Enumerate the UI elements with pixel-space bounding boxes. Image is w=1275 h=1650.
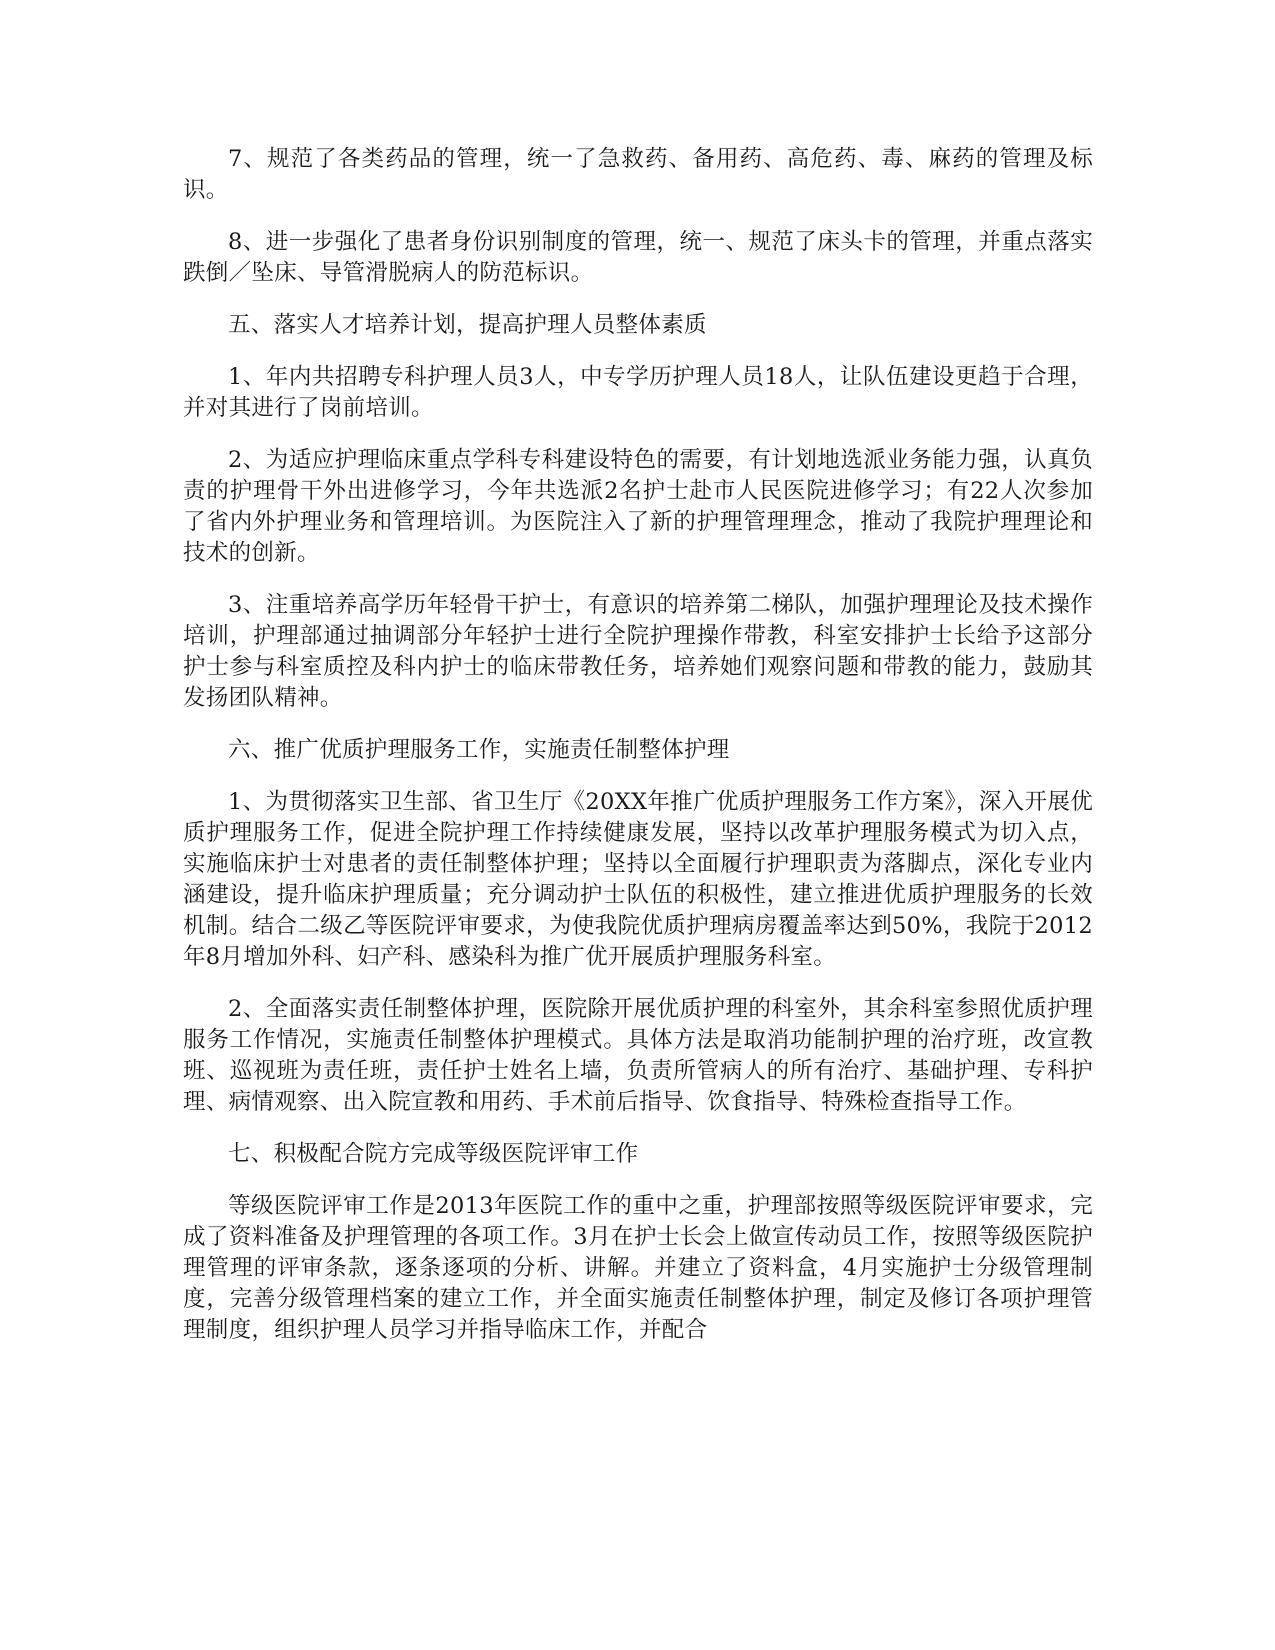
paragraph-item-8: 8、进一步强化了患者身份识别制度的管理，统一、规范了床头卡的管理，并重点落实跌倒／坠床、导管滑脱病人的防范标识。: [183, 229, 1093, 286]
section-heading-7: 七、积极配合院方完成等级医院评审工作: [228, 1141, 639, 1167]
paragraph-6-1: 1、为贯彻落实卫生部、省卫生厅《20XX年推广优质护理服务工作方案》，深入开展优质护理服务工作，促进全院护理工作持续健康发展，坚持以改革护理服务模式为切入点，实施临床护士对患者的责任制整体护理；坚持以全面履行护理职责为落脚点，深化专业内涵建设，提升临床护理质量；充分调动护士队伍的积极性，建立推进优质护理服务的长效机制。结合二级乙等医院评审要求，为使我院优质护理病房覆盖率达到50%，我院于2012年8月增加外科、妇产科、感染科为推广优开展质护理服务科室。: [183, 789, 1093, 970]
section-heading-5: 五、落实人才培养计划，提高护理人员整体素质: [228, 312, 707, 338]
paragraph-7-1: 等级医院评审工作是2013年医院工作的重中之重，护理部按照等级医院评审要求，完成了资料准备及护理管理的各项工作。3月在护士长会上做宣传动员工作，按照等级医院护理管理的评审条款，逐条逐项的分析、讲解。并建立了资料盒，4月实施护士分级管理制度，完善分级管理档案的建立工作，并全面实施责任制整体护理，制定及修订各项护理管理制度，组织护理人员学习并指导临床工作，并配合: [183, 1193, 1093, 1343]
paragraph-5-2: 2、为适应护理临床重点学科专科建设特色的需要，有计划地选派业务能力强，认真负责的护理骨干外出进修学习，今年共选派2名护士赴市人民医院进修学习；有22人次参加了省内外护理业务和管理培训。为医院注入了新的护理管理理念，推动了我院护理理论和技术的创新。: [183, 447, 1093, 566]
section-heading-6: 六、推广优质护理服务工作，实施责任制整体护理: [228, 737, 730, 763]
paragraph-item-7: 7、规范了各类药品的管理，统一了急救药、备用药、高危药、毒、麻药的管理及标识。: [183, 146, 1093, 203]
paragraph-5-3: 3、注重培养高学历年轻骨干护士，有意识的培养第二梯队，加强护理理论及技术操作培训，护理部通过抽调部分年轻护士进行全院护理操作带教，科室安排护士长给予这部分护士参与科室质控及科内护士的临床带教任务，培养她们观察问题和带教的能力，鼓励其发扬团队精神。: [183, 592, 1093, 711]
document-page: [183, 144, 1093, 1367]
paragraph-6-2: 2、全面落实责任制整体护理，医院除开展优质护理的科室外，其余科室参照优质护理服务工作情况，实施责任制整体护理模式。具体方法是取消功能制护理的治疗班，改宣教班、巡视班为责任班，责任护士姓名上墙，负责所管病人的所有治疗、基础护理、专科护理、病情观察、出入院宣教和用药、手术前后指导、饮食指导、特殊检查指导工作。: [183, 996, 1093, 1115]
paragraph-5-1: 1、年内共招聘专科护理人员3人，中专学历护理人员18人，让队伍建设更趋于合理，并对其进行了岗前培训。: [183, 364, 1093, 421]
